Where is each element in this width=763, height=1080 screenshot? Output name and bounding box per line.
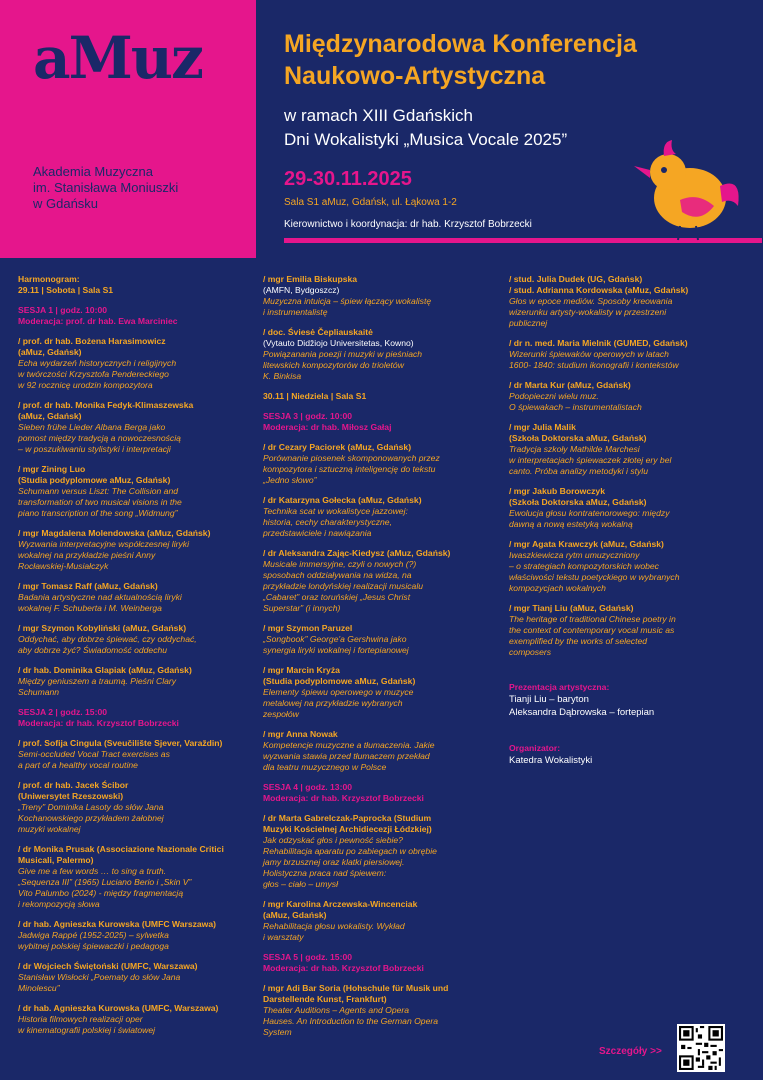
speaker: / prof. Sofija Cingula (Sveučilište Sjever, Varaždin) [18, 738, 223, 748]
talk-item [509, 338, 749, 371]
speaker: / dr Marta Kur (aMuz, Gdańsk) [509, 380, 631, 390]
talk-item [509, 539, 749, 594]
talk-title: Wizerunki śpiewaków operowych w latach 1600- 1840: studium ikonografii i kontekstów [509, 349, 679, 370]
organizer-heading: Organizator: [509, 743, 561, 753]
speaker: / doc. Śviesė Čepliauskaitė [263, 327, 373, 337]
speaker: / mgr Szymon Paruzel [263, 623, 353, 633]
talk-item [263, 899, 499, 943]
talk-title: Sieben frühe Lieder Albana Berga jako pomost między tradycją a nowoczesnością – w poszukiwaniu stylistyki i interpretacji [18, 422, 181, 454]
session-4-heading: SESJA 4 | godz. 13:00 Moderacja: dr hab. Krzysztof Bobrzecki [263, 782, 424, 803]
talk-title: Musicale immersyjne, czyli o nowych (?) sposobach oddziaływania na widza, na przykładzie londyńskiej realizacji musicalu „Cabaret” oraz toruńskiej „Jesus Christ Superstar” (i innych) [263, 559, 424, 613]
talk-title: Między geniuszem a traumą. Pieśni Clary Schumann [18, 676, 177, 697]
affiliation: (AMFN, Bydgoszcz) [263, 285, 340, 295]
talk-title: „Songbook” George'a Gershwina jako synergia liryki wokalnej i fortepianowej [263, 634, 409, 655]
talk-item [263, 983, 499, 1038]
talk-item [18, 400, 254, 455]
talk-title: Oddychać, aby dobrze śpiewać, czy oddychać, aby dobrze żyć? Świadomość oddechu [18, 634, 197, 655]
conference-date: 29-30.11.2025 [284, 168, 412, 190]
direction-line: Kierownictwo i koordynacja: dr hab. Krzysztof Bobrzecki [284, 219, 532, 230]
talk-item [263, 495, 499, 539]
talk-item [18, 844, 254, 910]
talk-title: Badania artystyczne nad aktualnością liryki wokalnej F. Schuberta i M. Weinberga [18, 592, 182, 613]
talk-title: Jadwiga Rappé (1952-2025) – sylwetka wybitnej polskiej śpiewaczki i pedagoga [18, 930, 169, 951]
talk-item [263, 442, 499, 486]
talk-item [18, 919, 254, 952]
qr-code[interactable] [677, 1024, 725, 1072]
talk-item [263, 548, 499, 614]
speaker: / dr Monika Prusak (Associazione Nazionale Critici Musicali, Palermo) [18, 844, 224, 865]
speaker: / dr Aleksandra Zając-Kiedysz (aMuz, Gdańsk) [263, 548, 451, 558]
logo-panel [0, 0, 256, 258]
conference-venue: Sala S1 aMuz, Gdańsk, ul. Łąkowa 1-2 [284, 197, 457, 208]
speaker: / mgr Marcin Kryża (Studia podyplomowe aMuz, Gdańsk) [263, 665, 416, 686]
talk-title: Porównanie piosenek skomponowanych przez kompozytora i sztuczną inteligencję do tekstu „Jedno słowo” [263, 453, 440, 485]
speaker: / mgr Jakub Borowczyk (Szkoła Doktorska aMuz, Gdańsk) [509, 486, 647, 507]
talk-item [18, 780, 254, 835]
talk-item [263, 729, 499, 773]
talk-item [18, 528, 254, 572]
speaker: / mgr Anna Nowak [263, 729, 338, 739]
talk-title: „Treny” Dominika Lasoty do słów Jana Kochanowskiego przykładem żałobnej muzyki wokalnej [18, 802, 164, 834]
speaker: / prof. dr hab. Jacek Ścibor (Uniwersytet Rzeszowski) [18, 780, 129, 801]
speaker: / dr hab. Dominika Glapiak (aMuz, Gdańsk) [18, 665, 192, 675]
speaker: / mgr Adi Bar Soria (Hohschule für Musik und Darstellende Kunst, Frankfurt) [263, 983, 449, 1004]
speaker: / dr Cezary Paciorek (aMuz, Gdańsk) [263, 442, 412, 452]
talk-item [18, 623, 254, 656]
speaker: / dr hab. Agnieszka Kurowska (UMFC, Warszawa) [18, 1003, 219, 1013]
speaker: / mgr Karolina Arczewska-Wincenciak (aMuz, Gdańsk) [263, 899, 418, 920]
talk-title: Echa wydarzeń historycznych i religijnych w twórczości Krzysztofa Pendereckiego w 92 rocznicę urodzin kompozytora [18, 358, 177, 390]
speaker: / mgr Julia Malik (Szkoła Doktorska aMuz, Gdańsk) [509, 422, 647, 443]
talk-item [18, 738, 254, 771]
talk-item [18, 464, 254, 519]
speaker: / dr Wojciech Świętoński (UMFC, Warszawa) [18, 961, 198, 971]
talk-title: Semi-occluded Vocal Tract exercises as a part of a healthy vocal routine [18, 749, 170, 770]
amuz-logo: aMuz [33, 24, 202, 92]
talk-item [18, 581, 254, 614]
speaker: / mgr Tianj Liu (aMuz, Gdańsk) [509, 603, 634, 613]
speaker: / mgr Zining Luo (Studia podyplomowe aMuz, Gdańsk) [18, 464, 171, 485]
talk-title: Tradycja szkoły Mathilde Marchesi w interpretacjach śpiewaczek złotej ery bel canto. Próba analizy metodyki i stylu [509, 444, 672, 476]
talk-item [18, 1003, 254, 1036]
talk-title: Iwaszkiewicza rytm umuzyczniony – o strategiach kompozytorskich wobec właściwości tekstu poetyckiego w wybranych kompozycjach wokalnych [509, 550, 680, 593]
talk-title: Kompetencje muzyczne a tłumaczenia. Jakie wyzwania stawia przed tłumaczem przekład dla teatru muzycznego w Polsce [263, 740, 435, 772]
talk-title: Give me a few words … to sing a truth. „Sequenza III” (1965) Luciano Berio i „Skin V” Vito Palumbo (2024) - między fragmentacją i rekompozycją słowa [18, 866, 192, 909]
talk-item [263, 665, 499, 720]
affiliation: (Vytauto Didžiojo Universitetas, Kowno) [263, 338, 414, 348]
conference-subtitle: w ramach XIII Gdańskich Dni Wokalistyki „Musica Vocale 2025” [284, 106, 568, 149]
talk-item [263, 813, 499, 890]
harmonogram-heading: Harmonogram: 29.11 | Sobota | Sala S1 [18, 274, 114, 295]
talk-item [18, 336, 254, 391]
conference-title: Międzynarodowa Konferencja Naukowo-Artystyczna [284, 30, 637, 90]
talk-title: Rehabilitacja głosu wokalisty. Wykład i warsztaty [263, 921, 405, 942]
session-1-heading: SESJA 1 | godz. 10:00 Moderacja: prof. dr hab. Ewa Marciniec [18, 305, 178, 326]
talk-title: Technika scat w wokalistyce jazzowej: historia, cechy charakterystyczne, przedstawiciele i nawiązania [263, 506, 408, 538]
talk-item [509, 422, 749, 477]
speaker: / mgr Szymon Kobyliński (aMuz, Gdańsk) [18, 623, 187, 633]
talk-item [263, 274, 499, 318]
academy-name: Akademia Muzyczna im. Stanisława Moniuszki w Gdańsku [33, 164, 179, 211]
talk-title: The heritage of traditional Chinese poetry in the context of contemporary vocal music as exemplified by the works of selected composers [509, 614, 676, 657]
speaker: / prof. dr hab. Bożena Harasimowicz (aMuz, Gdańsk) [18, 336, 166, 357]
talk-title: Schumann versus Liszt: The Collision and transformation of two musical visions in the piano transcription of the song „Widmung” [18, 486, 182, 518]
organizer-name: Katedra Wokalistyki [509, 755, 593, 766]
speaker: / mgr Emilia Biskupska [263, 274, 358, 284]
speaker: / prof. dr hab. Monika Fedyk-Klimaszewska (aMuz, Gdańsk) [18, 400, 194, 421]
talk-item [263, 327, 499, 382]
header [0, 0, 763, 258]
talk-title: Elementy śpiewu operowego w muzyce metalowej na przykładzie wybranych zespołów [263, 687, 414, 719]
talk-title: Theater Auditions – Agents and Opera Hauses. An Introduction to the German Opera System [263, 1005, 438, 1037]
presentation-performers: Tianji Liu – baryton Aleksandra Dąbrowska – fortepian [509, 694, 655, 718]
program-column-3 [509, 274, 749, 767]
talk-item [263, 623, 499, 656]
talk-title: Ewolucja głosu kontratenorowego: między dawną a nową estetyką wokalną [509, 508, 670, 529]
talk-item [509, 274, 749, 329]
talk-title: Podopieczni wielu muz. O śpiewakach – instrumentalistach [509, 391, 642, 412]
talk-title: Muzyczna intuicja – śpiew łączący wokalistę i instrumentalistę [263, 296, 432, 317]
talk-item [509, 486, 749, 530]
talk-title: Powiązanania poezji i muzyki w pieśniach litewskich kompozytorów do trioletów K. Binkisa [263, 349, 423, 381]
speaker: / dr n. med. Maria Mielnik (GUMED, Gdańsk) [509, 338, 688, 348]
speaker: / mgr Tomasz Raff (aMuz, Gdańsk) [18, 581, 158, 591]
session-2-heading: SESJA 2 | godz. 15:00 Moderacja: dr hab. Krzysztof Bobrzecki [18, 707, 179, 728]
talk-item [509, 603, 749, 658]
details-link[interactable]: Szczegóły >> [599, 1046, 662, 1057]
speaker: / dr Marta Gabrelczak-Paprocka (Studium Muzyki Kościelnej Archidiecezji Łódzkiej) [263, 813, 432, 834]
speaker: / mgr Magdalena Molendowska (aMuz, Gdańsk) [18, 528, 211, 538]
day-2-heading: 30.11 | Niedziela | Sala S1 [263, 391, 367, 401]
talk-title: Wyzwania interpretacyjne współczesnej liryki wokalnej na przykładzie pieśni Anny Rocławskiej-Musiałczyk [18, 539, 189, 571]
presentation-heading: Prezentacja artystyczna: [509, 682, 610, 692]
program-column-1 [18, 274, 254, 1045]
talk-item [509, 380, 749, 413]
speaker: / mgr Agata Krawczyk (aMuz, Gdańsk) [509, 539, 664, 549]
speaker: / dr Katarzyna Gołecka (aMuz, Gdańsk) [263, 495, 422, 505]
talk-title: Historia filmowych realizacji oper w kinematografii polskiej i światowej [18, 1014, 156, 1035]
bird-illustration [628, 136, 746, 244]
talk-item [18, 665, 254, 698]
talk-title: Jak odzyskać głos i pewność siebie? Rehabilitacja aparatu po zabiegach w obrębie jamy brzusznej oraz klatki piersiowej. Holistyczna praca nad śpiewem: głos – ciało – umysł [263, 835, 437, 889]
talk-title: Stanisław Wisłocki „Poematy do słów Jana Minolescu” [18, 972, 181, 993]
talk-title: Głos w epoce mediów. Sposoby kreowania wizerunku artysty-wokalisty w przestrzeni publicznej [509, 296, 673, 328]
speaker: / stud. Julia Dudek (UG, Gdańsk) / stud. Adrianna Kordowska (aMuz, Gdańsk) [509, 274, 689, 295]
speaker: / dr hab. Agnieszka Kurowska (UMFC Warszawa) [18, 919, 217, 929]
session-3-heading: SESJA 3 | godz. 10:00 Moderacja: dr hab. Miłosz Gałaj [263, 411, 392, 432]
session-5-heading: SESJA 5 | godz. 15:00 Moderacja: dr hab. Krzysztof Bobrzecki [263, 952, 424, 973]
talk-item [18, 961, 254, 994]
program-column-2 [263, 274, 499, 1047]
